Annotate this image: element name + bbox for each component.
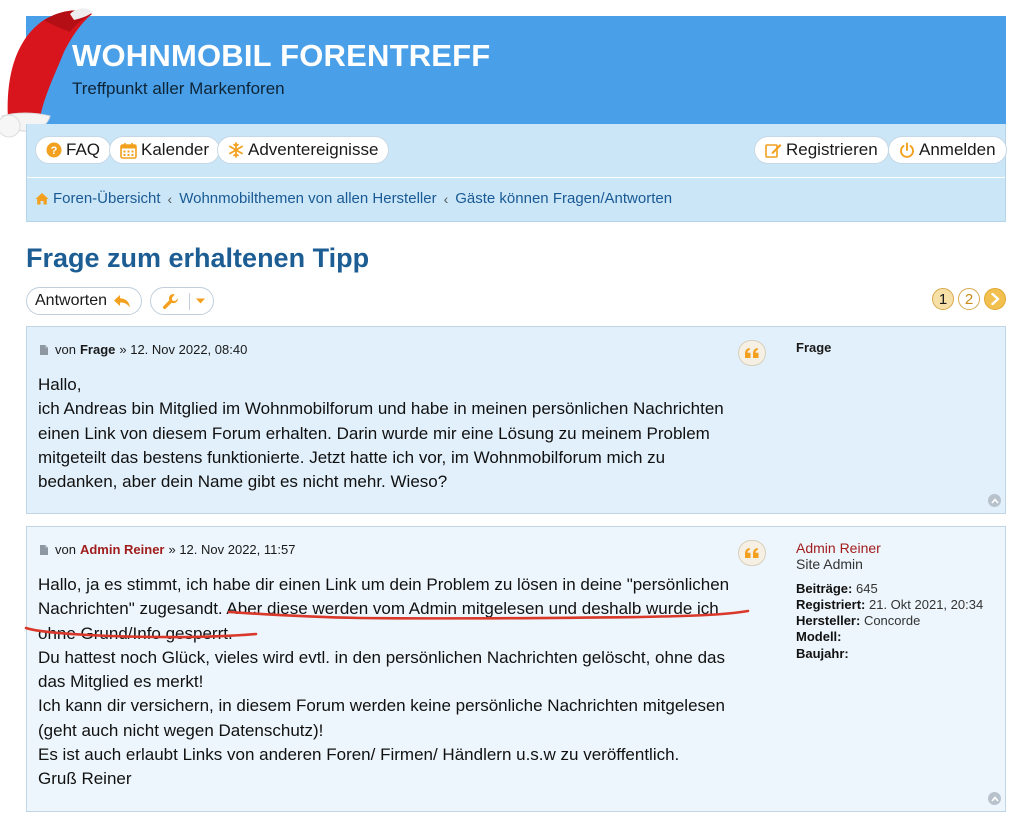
by-prefix: von (55, 542, 76, 557)
topic-tools-dropdown[interactable] (150, 287, 214, 315)
breadcrumb-separator: ‹ (443, 190, 449, 207)
post-line: Es ist auch erlaubt Links von anderen Foren/ Firmen/ Händlern u.s.w zu veröffentlich. (38, 745, 680, 765)
profile-posts (796, 581, 983, 597)
post-content (38, 373, 768, 494)
post-content (38, 573, 768, 792)
profile-registered (796, 597, 983, 613)
faq-button[interactable] (35, 136, 111, 164)
post-line: das Mitglied es merkt! (38, 672, 204, 692)
advent-button[interactable] (217, 136, 389, 164)
profile-registered-value: 21. Okt 2021, 20:34 (868, 596, 984, 612)
breadcrumb-item-forum[interactable]: Gäste können Fragen/Antworten (455, 190, 673, 207)
post-line: Gruß Reiner (38, 769, 132, 789)
post-line: Hallo, (38, 375, 82, 394)
post-line: ich Andreas bin Mitglied im Wohnmobilforum und habe in meinen persönlichen Nachrichten (38, 399, 724, 419)
post-profile (796, 540, 983, 662)
reply-button[interactable] (26, 287, 142, 315)
post-line: Du hattest noch Glück, vieles wird evtl. in den persönlichen Nachrichten gelöscht, ohne das (38, 647, 725, 667)
post-date: » 12. Nov 2022, 11:57 (168, 542, 296, 557)
post-line: ohne Grund/Info gesperrt. (38, 623, 233, 643)
back-to-top-button[interactable] (988, 792, 1001, 805)
calendar-icon (120, 142, 137, 159)
edit-icon (765, 142, 782, 158)
chevron-down-icon (195, 297, 206, 305)
navbar-divider (27, 177, 1005, 178)
profile-model-label: Modell: (796, 629, 842, 645)
post (26, 526, 1006, 812)
page-title[interactable]: Frage zum erhaltenen Tipp (26, 243, 370, 273)
advent-label: Adventereignisse (248, 140, 379, 159)
by-prefix: von (55, 342, 76, 357)
post-line: (geht auch nicht wegen Datenschutz)! (38, 720, 324, 740)
back-to-top-button[interactable] (988, 494, 1001, 507)
post-date: » 12. Nov 2022, 08:40 (119, 342, 248, 357)
login-button[interactable] (888, 136, 1007, 164)
profile-year (796, 646, 983, 662)
profile-username[interactable]: Admin Reiner (796, 540, 881, 556)
page-1-button[interactable]: 1 (932, 288, 954, 310)
home-icon (35, 192, 49, 205)
page-2-button[interactable]: 2 (958, 288, 980, 310)
post-author[interactable]: Admin Reiner (79, 542, 165, 557)
register-label: Registrieren (786, 140, 878, 159)
quote-icon (744, 347, 760, 359)
register-button[interactable] (754, 136, 889, 164)
quote-icon (744, 547, 760, 559)
question-circle-icon (46, 142, 62, 158)
svg-text:?: ? (50, 145, 58, 157)
arrow-up-circle-icon (991, 796, 999, 802)
breadcrumb-separator: ‹ (167, 190, 173, 207)
profile-registered-label: Registriert: (796, 596, 866, 612)
dropdown-divider (189, 293, 190, 310)
profile-manufacturer-label: Hersteller: (796, 613, 861, 629)
post-line: Ich kann dir versichern, in diesem Forum werden keine persönliche Nachrichten mitgelesen (38, 696, 725, 716)
post-line: einen Link von diesem Forum erhalten. Darin wurde mir eine Lösung zu meinem Problem (38, 423, 710, 443)
reply-arrow-icon (113, 294, 131, 309)
profile-posts-label: Beiträge: (796, 580, 853, 596)
profile-manufacturer-value: Concorde (863, 613, 921, 629)
site-header (26, 16, 1006, 124)
profile-rank: Site Admin (796, 556, 863, 573)
quote-button[interactable] (738, 340, 766, 366)
calendar-label: Kalender (141, 140, 210, 159)
document-icon (39, 344, 49, 356)
calendar-button[interactable] (109, 136, 220, 164)
breadcrumb (35, 190, 672, 207)
site-title[interactable]: WOHNMOBIL FORENTREFF (72, 38, 491, 73)
profile-manufacturer (796, 613, 983, 629)
snowflake-icon (228, 142, 244, 158)
post-profile (796, 340, 831, 356)
breadcrumb-item-forum-index[interactable]: Foren-Übersicht (53, 190, 161, 207)
profile-username: Frage (796, 340, 832, 355)
power-icon (899, 142, 915, 158)
wrench-icon (162, 293, 179, 310)
pagination (932, 288, 1006, 310)
post-author-line (39, 342, 247, 357)
arrow-up-circle-icon (991, 498, 999, 504)
santa-hat-icon (0, 0, 100, 140)
post-author-line (39, 542, 295, 557)
post (26, 326, 1006, 514)
chevron-right-icon (990, 293, 1000, 305)
post-line: Hallo, ja es stimmt, ich habe dir einen Link um dein Problem zu lösen in deine "persönlichen (38, 575, 730, 594)
login-label: Anmelden (919, 140, 996, 159)
breadcrumb-item-category[interactable]: Wohnmobilthemen von allen Hersteller (179, 190, 437, 207)
quote-button[interactable] (738, 540, 766, 566)
profile-posts-value[interactable]: 645 (855, 580, 878, 596)
topic-action-bar (26, 287, 1006, 317)
post-line: bedanken, aber dein Name gibt es nicht mehr. Wieso? (38, 472, 448, 492)
reply-label: Antworten (35, 292, 108, 309)
faq-label: FAQ (66, 140, 101, 159)
site-description: Treffpunkt aller Markenforen (72, 79, 285, 98)
post-line: Nachrichten" zugesandt. Aber diese werden vom Admin mitgelesen und deshalb wurde ich (38, 599, 719, 619)
profile-model (796, 629, 983, 645)
post-author[interactable]: Frage (79, 342, 116, 357)
next-page-button[interactable] (984, 288, 1006, 310)
post-line: mitgeteilt das bestens funktionierte. Jetzt hatte ich vor, im Wohnmobilforum mich zu (38, 447, 666, 467)
navbar (26, 124, 1006, 222)
document-icon (39, 544, 49, 556)
profile-year-label: Baujahr: (796, 645, 849, 661)
